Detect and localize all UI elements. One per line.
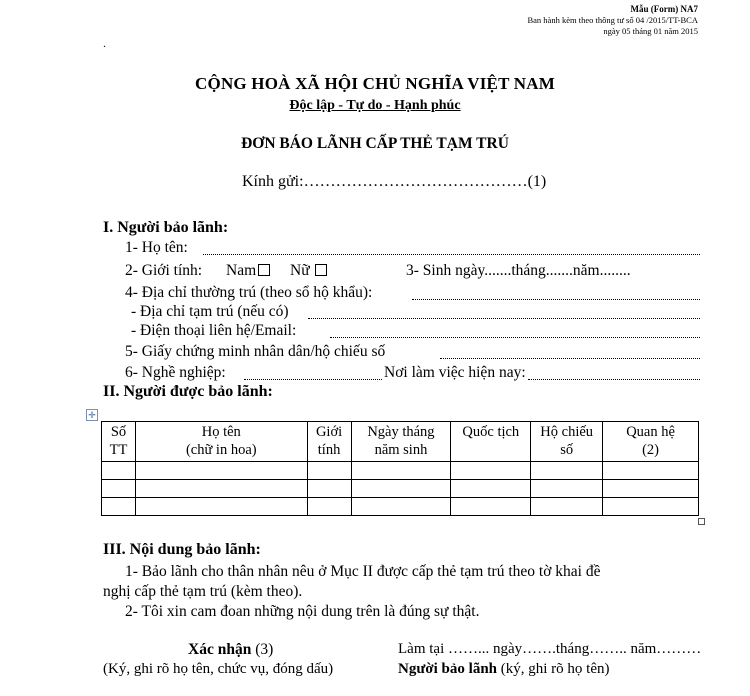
table-cell[interactable] [135,462,307,480]
section-1-heading: I. Người bảo lãnh: [103,219,229,236]
col-header-birthdate [351,422,451,462]
phone-email-label: - Điện thoại liên hệ/Email: [131,322,297,339]
confirmation-subtitle: (Ký, ghi rõ họ tên, chức vụ, đóng dấu) [103,661,334,677]
guarantor-signature [398,661,610,678]
temp-address-label: - Địa chỉ tạm trú (nếu có) [131,303,289,320]
job-field[interactable] [244,379,382,380]
col-header-text: Ngày tháng [367,424,435,440]
col-header-text: năm sinh [374,442,428,458]
workplace-field[interactable] [528,379,700,380]
table-cell[interactable] [451,480,531,498]
col-header-passport [531,422,603,462]
permanent-address-field[interactable] [412,299,700,300]
table-cell[interactable] [307,498,351,516]
nation-title: CỘNG HOÀ XÃ HỘI CHỦ NGHĨA VIỆT NAM [195,74,555,93]
form-issuance-line: Ban hành kèm theo thông tư số 04 /2015/TT-BCA [527,15,698,25]
col-header-text: Họ tên [201,424,241,440]
gender-female-option[interactable] [290,262,327,280]
table-cell[interactable] [102,462,136,480]
section-2-heading: II. Người được bảo lãnh: [103,383,273,400]
name-field[interactable] [203,254,700,255]
id-document-label: 5- Giấy chứng minh nhân dân/hộ chiếu số [125,343,386,360]
col-header-text: tính [317,442,341,458]
stray-mark: . [103,36,106,50]
table-cell[interactable] [135,498,307,516]
id-document-field[interactable] [440,358,700,359]
gender-male-label: Nam [226,262,257,279]
phone-email-field[interactable] [330,337,700,338]
gender-male-option[interactable] [226,262,270,280]
table-move-icon[interactable]: ✛ [86,409,98,421]
table-cell[interactable] [451,462,531,480]
table-row[interactable] [102,480,699,498]
motto: Độc lập - Tự do - Hạnh phúc [289,98,461,113]
table-row[interactable] [102,462,699,480]
name-label: 1- Họ tên: [125,239,188,256]
content-paragraph-2: 2- Tôi xin cam đoan những nội dung trên là đúng sự thật. [125,603,480,620]
table-cell[interactable] [451,498,531,516]
col-header-name [135,422,307,462]
confirmation-title [188,641,273,659]
table-cell[interactable] [603,480,699,498]
table-header-row [102,422,699,462]
table-cell[interactable] [351,498,451,516]
table-resize-handle[interactable] [698,518,705,525]
table-cell[interactable] [307,480,351,498]
guarantor-label: Người bảo lãnh [398,661,498,677]
table-cell[interactable] [603,462,699,480]
table-cell[interactable] [135,480,307,498]
table-cell[interactable] [531,498,603,516]
table-cell[interactable] [307,462,351,480]
form-code: Mẫu (Form) NA7 [630,4,698,14]
col-header-text: Quốc tịch [462,424,520,440]
male-checkbox[interactable] [258,264,270,276]
section-3-heading: III. Nội dung bảo lãnh: [103,541,261,558]
col-header-text: (chữ in hoa) [185,442,257,458]
table-cell[interactable] [351,480,451,498]
table-cell[interactable] [531,480,603,498]
col-header-gender [307,422,351,462]
col-header-text: Quan hệ [626,424,675,440]
col-header-no [102,422,136,462]
job-label: 6- Nghề nghiệp: [125,364,226,381]
female-checkbox[interactable] [315,264,327,276]
gender-female-label: Nữ [290,262,310,279]
col-header-nationality [451,422,531,462]
table-cell[interactable] [603,498,699,516]
workplace-label: Nơi làm việc hiện nay: [384,364,526,381]
form-date-line: ngày 05 tháng 01 năm 2015 [603,26,698,36]
permanent-address-label: 4- Địa chỉ thường trú (theo sổ hộ khẩu): [125,284,373,301]
col-header-text: Hộ chiếu [540,424,594,440]
col-header-text: Số [110,424,127,440]
table-cell[interactable] [102,498,136,516]
form-header [527,4,698,37]
document-title: ĐƠN BÁO LÃNH CẤP THẺ TẠM TRÚ [241,135,509,152]
table-cell[interactable] [102,480,136,498]
birth-date-line: 3- Sinh ngày.......tháng.......năm........ [406,262,631,279]
content-paragraph-1: 1- Bảo lãnh cho thân nhân nêu ở Mục II được cấp thẻ tạm trú theo tờ khai đề [125,563,601,580]
confirmation-note: (3) [255,641,274,658]
addressee-line: Kính gửi:……………………………………(1) [242,173,547,190]
gender-label: 2- Giới tính: [125,262,203,279]
beneficiary-table [101,421,699,516]
table-row[interactable] [102,498,699,516]
table-cell[interactable] [531,462,603,480]
place-date-line: Làm tại ……... ngày…….tháng…….. năm……… [398,641,702,657]
temp-address-field[interactable] [308,318,700,319]
col-header-text: số [560,442,574,458]
confirmation-label: Xác nhận [188,641,252,658]
content-paragraph-1-cont: nghị cấp thẻ tạm trú (kèm theo). [103,583,303,600]
table-cell[interactable] [351,462,451,480]
col-header-text: Giới [315,424,343,440]
col-header-text: (2) [642,442,660,458]
guarantor-note: (ký, ghi rõ họ tên) [500,661,610,677]
col-header-text: TT [109,442,128,458]
col-header-relation [603,422,699,462]
